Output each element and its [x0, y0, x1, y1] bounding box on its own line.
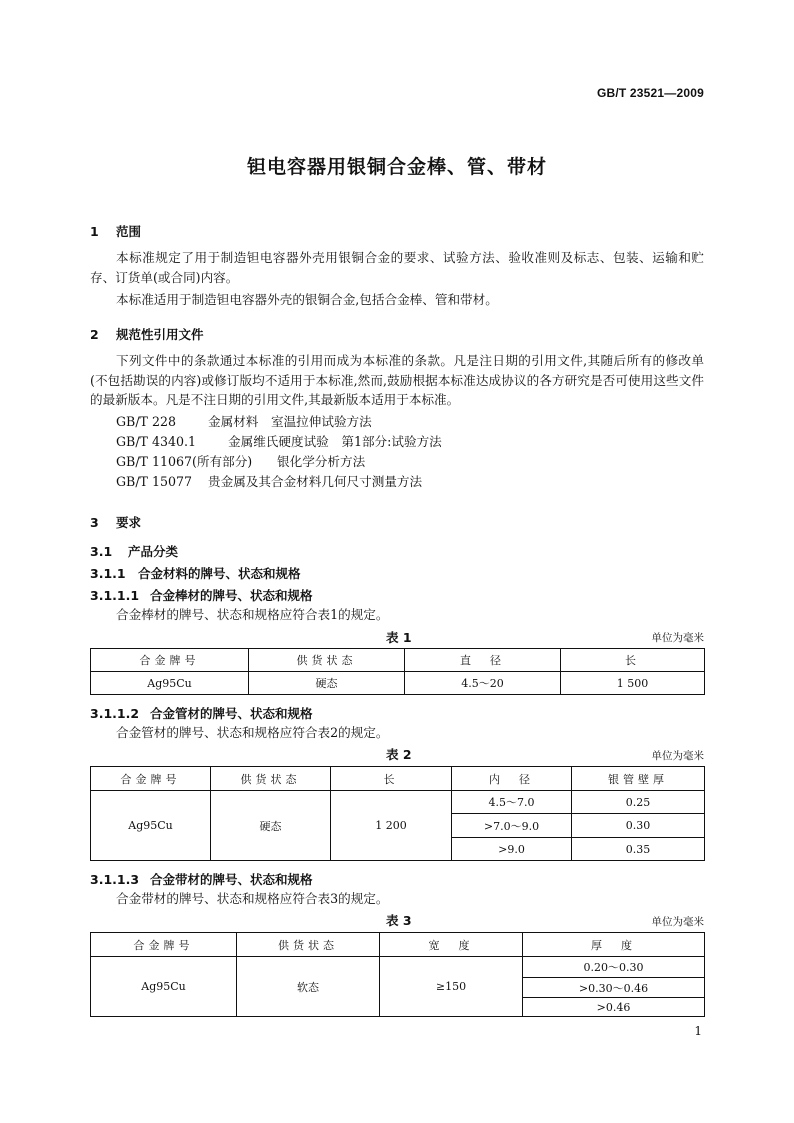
table-2-unit: 单位为毫米 — [651, 750, 704, 762]
section-number: 3 — [90, 515, 99, 530]
scope-paragraph-2: 本标准适用于制造钽电容器外壳的银铜合金,包括合金棒、管和带材。 — [116, 292, 498, 307]
column-header: 供货状态 — [211, 767, 331, 791]
column-header: 合金牌号 — [91, 933, 237, 957]
table-cell: 4.5～20 — [405, 672, 561, 695]
table-cell: 0.25 — [572, 791, 705, 814]
section-title: 范围 — [116, 224, 142, 239]
table-cell: Ag95Cu — [91, 957, 237, 1017]
reference-item — [116, 412, 442, 432]
section-3-heading — [90, 513, 141, 531]
table-2-caption: 表 2 — [386, 747, 412, 762]
subsection-title: 合金管材的牌号、状态和规格 — [150, 706, 313, 721]
table-cell: >9.0 — [452, 838, 572, 861]
table-1-unit: 单位为毫米 — [651, 632, 704, 644]
column-header: 供货状态 — [237, 933, 380, 957]
subsection-number: 3.1.1.1 — [90, 588, 140, 603]
subsection-title: 产品分类 — [128, 544, 179, 559]
table-row — [91, 957, 705, 978]
table-cell: 1 200 — [331, 791, 452, 861]
subsection-3-1-1-2-heading — [90, 704, 313, 722]
table-cell: Ag95Cu — [91, 791, 211, 861]
table-2 — [90, 766, 705, 861]
document-title: 钽电容器用银铜合金棒、管、带材 — [246, 156, 547, 178]
column-header: 长 — [561, 649, 705, 672]
table-3 — [90, 932, 705, 1017]
scope-paragraph-1: 本标准规定了用于制造钽电容器外壳用银铜合金的要求、试验方法、验收准则及标志、包装、运输和贮存、订货单(或合同)内容。 — [90, 250, 704, 285]
table-cell: 4.5～7.0 — [452, 791, 572, 814]
section-title: 规范性引用文件 — [116, 327, 204, 342]
table-header-row — [91, 933, 705, 957]
reference-code: GB/T 11067(所有部分) — [116, 454, 253, 469]
table-1-caption: 表 1 — [386, 630, 412, 645]
reference-list — [116, 412, 442, 492]
reference-code: GB/T 4340.1 — [116, 434, 197, 449]
reference-code: GB/T 15077 — [116, 474, 193, 489]
table-cell: >7.0～9.0 — [452, 814, 572, 838]
subsection-3-1-heading — [90, 542, 178, 560]
subsection-number: 3.1.1.3 — [90, 872, 140, 887]
table-row — [91, 672, 705, 695]
reference-title: 金属材料 室温拉伸试验方法 — [208, 414, 372, 429]
table-header-row — [91, 767, 705, 791]
column-header: 合金牌号 — [91, 767, 211, 791]
reference-item — [116, 452, 442, 472]
reference-item — [116, 472, 442, 492]
subsection-title: 合金棒材的牌号、状态和规格 — [150, 588, 313, 603]
table-cell: >0.46 — [523, 998, 705, 1017]
subsection-number: 3.1.1.2 — [90, 706, 140, 721]
table-cell: 0.30 — [572, 814, 705, 838]
reference-item — [116, 432, 442, 452]
standard-number: GB/T 23521—2009 — [596, 86, 704, 100]
references-paragraph: 下列文件中的条款通过本标准的引用而成为本标准的条款。凡是注日期的引用文件,其随后所有的修改单(不包括勘误的内容)或修订版均不适用于本标准,然而,鼓励根据本标准达成协议的各方研究是否可使用这些文件的最新版本。凡是不注日期的引用文件,其最新版本适用于本标准。 — [90, 353, 704, 407]
subsection-title: 合金带材的牌号、状态和规格 — [150, 872, 313, 887]
table-3-unit: 单位为毫米 — [651, 916, 704, 928]
subsection-title: 合金材料的牌号、状态和规格 — [138, 566, 301, 581]
strip-spec-text: 合金带材的牌号、状态和规格应符合表3的规定。 — [116, 891, 389, 906]
subsection-number: 3.1 — [90, 544, 113, 559]
subsection-number: 3.1.1 — [90, 566, 126, 581]
rod-spec-text: 合金棒材的牌号、状态和规格应符合表1的规定。 — [116, 607, 389, 622]
table-cell: 0.35 — [572, 838, 705, 861]
table-cell: 硬态 — [211, 791, 331, 861]
section-number: 2 — [90, 327, 99, 342]
table-cell: 软态 — [237, 957, 380, 1017]
table-1 — [90, 648, 705, 695]
section-1-heading — [90, 222, 141, 240]
subsection-3-1-1-3-heading — [90, 870, 313, 888]
column-header: 宽 度 — [380, 933, 523, 957]
table-cell: ≥150 — [380, 957, 523, 1017]
table-row — [91, 791, 705, 814]
column-header: 内 径 — [452, 767, 572, 791]
subsection-3-1-1-heading — [90, 564, 301, 582]
reference-title: 金属维氏硬度试验 第1部分:试验方法 — [228, 434, 442, 449]
column-header: 长 — [331, 767, 452, 791]
section-number: 1 — [90, 224, 99, 239]
tube-spec-text: 合金管材的牌号、状态和规格应符合表2的规定。 — [116, 725, 389, 740]
page-number: 1 — [694, 1024, 702, 1038]
subsection-3-1-1-1-heading — [90, 586, 313, 604]
table-cell: 硬态 — [249, 672, 405, 695]
section-2-heading — [90, 325, 204, 343]
section-title: 要求 — [116, 515, 142, 530]
table-cell: Ag95Cu — [91, 672, 249, 695]
reference-code: GB/T 228 — [116, 414, 176, 429]
table-cell: 1 500 — [561, 672, 705, 695]
column-header: 供货状态 — [249, 649, 405, 672]
reference-title: 银化学分析方法 — [277, 454, 366, 469]
column-header: 银管壁厚 — [572, 767, 705, 791]
column-header: 合金牌号 — [91, 649, 249, 672]
column-header: 直 径 — [405, 649, 561, 672]
table-cell: 0.20～0.30 — [523, 957, 705, 978]
column-header: 厚 度 — [523, 933, 705, 957]
table-header-row — [91, 649, 705, 672]
table-cell: >0.30～0.46 — [523, 978, 705, 998]
reference-title: 贵金属及其合金材料几何尺寸测量方法 — [208, 474, 423, 489]
table-3-caption: 表 3 — [386, 913, 412, 928]
